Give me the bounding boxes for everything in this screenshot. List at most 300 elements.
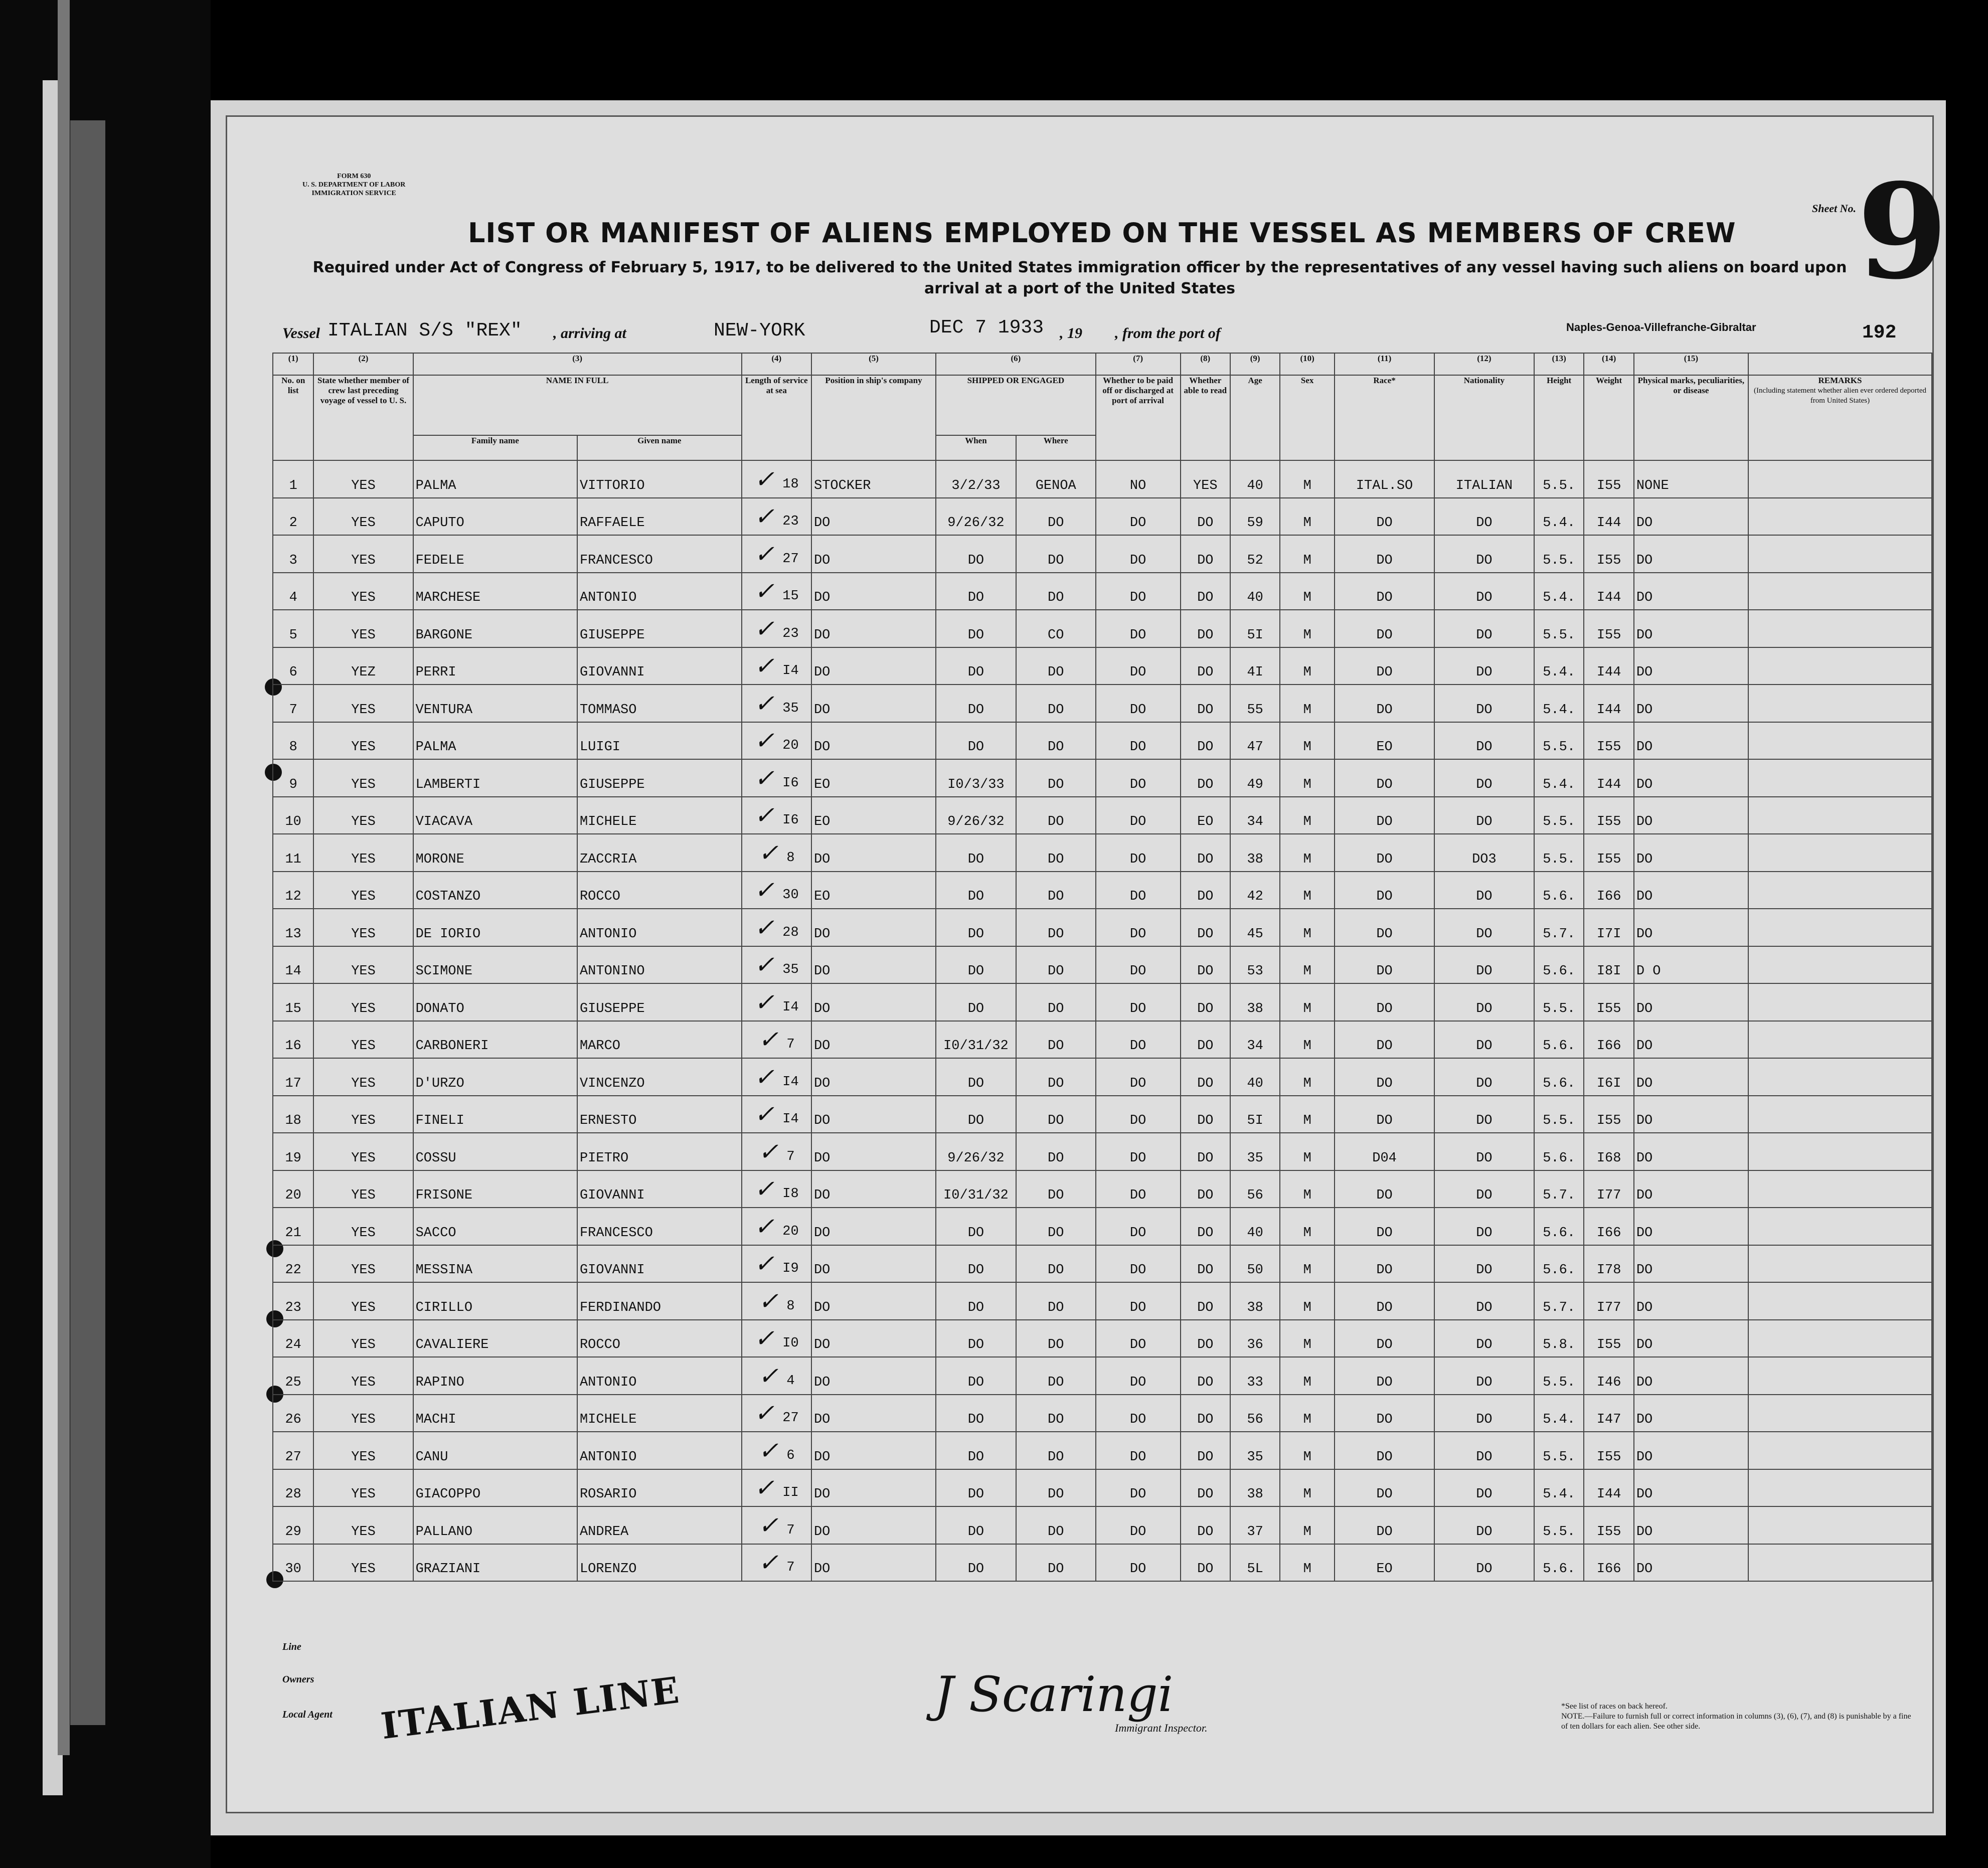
cell-able-to-read: DO — [1181, 946, 1231, 984]
cell-given-name: ZACCRIA — [577, 834, 742, 872]
length-value: 27 — [782, 1411, 799, 1426]
cell-previous-voyage: YES — [313, 1506, 413, 1544]
cell-age: 33 — [1230, 1357, 1280, 1395]
cell-given-name: ROCCO — [577, 872, 742, 909]
italian-line-stamp: ITALIAN LINE — [379, 1668, 683, 1748]
cell-shipped-where: CO — [1016, 610, 1096, 647]
col-header-shipped: SHIPPED OR ENGAGED — [936, 375, 1096, 435]
cell-weight: I78 — [1584, 1245, 1633, 1283]
inspector-signature: J Scaringi — [934, 1666, 1174, 1723]
cell-paid-off: DO — [1096, 1058, 1181, 1096]
from-label: , from the port of — [1115, 325, 1221, 342]
table-row — [273, 1357, 1932, 1395]
cell-weight: I44 — [1584, 1469, 1633, 1507]
cell-height: 5.5. — [1534, 535, 1584, 573]
cell-previous-voyage: YES — [313, 1395, 413, 1432]
cell-able-to-read: DO — [1181, 1432, 1231, 1469]
cell-weight: I55 — [1584, 610, 1633, 647]
cell-height: 5.5. — [1534, 610, 1584, 647]
cell-age: 4I — [1230, 647, 1280, 685]
length-value: 27 — [782, 551, 799, 567]
table-row — [273, 535, 1932, 573]
cell-sex: M — [1280, 647, 1335, 685]
cell-family-name: MARCHESE — [413, 573, 577, 610]
cell-weight: I68 — [1584, 1133, 1633, 1170]
cell-row-number: 25 — [273, 1357, 313, 1395]
cell-shipped-when: DO — [936, 610, 1016, 647]
cell-remarks — [1748, 647, 1932, 685]
cell-paid-off: DO — [1096, 1208, 1181, 1245]
cell-weight: I55 — [1584, 797, 1633, 834]
cell-position: DO — [811, 1357, 936, 1395]
cell-previous-voyage: YES — [313, 1133, 413, 1170]
cell-weight: I55 — [1584, 1320, 1633, 1357]
crew-rows — [273, 460, 1932, 1581]
cell-family-name: DONATO — [413, 983, 577, 1021]
cell-able-to-read: DO — [1181, 1469, 1231, 1507]
cell-able-to-read: DO — [1181, 1395, 1231, 1432]
cell-physical-marks: DO — [1634, 1058, 1748, 1096]
col-number: (11) — [1335, 353, 1434, 375]
cell-nationality: DO — [1434, 573, 1534, 610]
cell-remarks — [1748, 535, 1932, 573]
cell-given-name: ANTONIO — [577, 909, 742, 946]
cell-given-name: GIOVANNI — [577, 1245, 742, 1283]
cell-height: 5.5. — [1534, 834, 1584, 872]
cell-paid-off: DO — [1096, 722, 1181, 760]
cell-previous-voyage: YES — [313, 1021, 413, 1059]
cell-remarks — [1748, 946, 1932, 984]
cell-previous-voyage: YES — [313, 498, 413, 536]
cell-remarks — [1748, 1021, 1932, 1059]
cell-age: 34 — [1230, 797, 1280, 834]
cell-weight: I66 — [1584, 1021, 1633, 1059]
cell-physical-marks: DO — [1634, 1544, 1748, 1582]
cell-paid-off: DO — [1096, 909, 1181, 946]
checkmark-icon: ✓ — [754, 764, 775, 792]
cell-row-number: 7 — [273, 685, 313, 722]
cell-family-name: MORONE — [413, 834, 577, 872]
length-value: I4 — [782, 663, 799, 678]
col-header-read: Whether able to read — [1181, 375, 1231, 460]
cell-weight: I77 — [1584, 1282, 1633, 1320]
cell-position: DO — [811, 983, 936, 1021]
cell-nationality: DO — [1434, 946, 1534, 984]
col-number: (4) — [742, 353, 811, 375]
cell-length-of-service — [742, 460, 811, 498]
cell-length-of-service — [742, 1544, 811, 1582]
cell-previous-voyage: YES — [313, 1096, 413, 1133]
length-value: 8 — [786, 1298, 795, 1314]
cell-physical-marks: DO — [1634, 1208, 1748, 1245]
cell-remarks — [1748, 610, 1932, 647]
table-row — [273, 1469, 1932, 1507]
cell-weight: I55 — [1584, 834, 1633, 872]
race-note: *See list of races on back hereof. — [1561, 1702, 1668, 1711]
cell-height: 5.4. — [1534, 1469, 1584, 1507]
table-row — [273, 1021, 1932, 1059]
cell-shipped-when: 9/26/32 — [936, 797, 1016, 834]
checkmark-icon: ✓ — [754, 1212, 775, 1241]
cell-paid-off: DO — [1096, 946, 1181, 984]
cell-family-name: CANU — [413, 1432, 577, 1469]
cell-race: DO — [1335, 1208, 1434, 1245]
checkmark-icon: ✓ — [754, 913, 775, 942]
cell-paid-off: DO — [1096, 647, 1181, 685]
cell-sex: M — [1280, 1021, 1335, 1059]
cell-physical-marks: DO — [1634, 685, 1748, 722]
length-value: II — [782, 1485, 799, 1500]
cell-paid-off: DO — [1096, 1096, 1181, 1133]
cell-length-of-service — [742, 573, 811, 610]
cell-remarks — [1748, 1245, 1932, 1283]
cell-age: 36 — [1230, 1320, 1280, 1357]
cell-age: 56 — [1230, 1170, 1280, 1208]
cell-remarks — [1748, 909, 1932, 946]
cell-able-to-read: DO — [1181, 573, 1231, 610]
cell-physical-marks: DO — [1634, 1506, 1748, 1544]
cell-sex: M — [1280, 1058, 1335, 1096]
cell-family-name: PALLANO — [413, 1506, 577, 1544]
cell-nationality: DO — [1434, 1469, 1534, 1507]
cell-nationality: DO — [1434, 1058, 1534, 1096]
cell-shipped-where: DO — [1016, 909, 1096, 946]
cell-length-of-service — [742, 647, 811, 685]
cell-race: DO — [1335, 610, 1434, 647]
cell-sex: M — [1280, 722, 1335, 760]
cell-position: DO — [811, 1432, 936, 1469]
cell-height: 5.6. — [1534, 1058, 1584, 1096]
col-header-previous-voyage: State whether member of crew last preceding voyage of vessel to U. S. — [313, 375, 413, 460]
cell-row-number: 13 — [273, 909, 313, 946]
cell-given-name: ROCCO — [577, 1320, 742, 1357]
cell-position: DO — [811, 647, 936, 685]
cell-previous-voyage: YES — [313, 1282, 413, 1320]
cell-given-name: LORENZO — [577, 1544, 742, 1582]
cell-shipped-when: DO — [936, 909, 1016, 946]
cell-previous-voyage: YES — [313, 1469, 413, 1507]
cell-shipped-when: DO — [936, 1320, 1016, 1357]
cell-position: DO — [811, 1208, 936, 1245]
table-row — [273, 946, 1932, 984]
cell-previous-voyage: YES — [313, 1170, 413, 1208]
cell-able-to-read: DO — [1181, 685, 1231, 722]
cell-family-name: VIACAVA — [413, 797, 577, 834]
table-row — [273, 1432, 1932, 1469]
cell-family-name: VENTURA — [413, 685, 577, 722]
cell-physical-marks: DO — [1634, 647, 1748, 685]
cell-physical-marks: DO — [1634, 535, 1748, 573]
cell-family-name: MESSINA — [413, 1245, 577, 1283]
cell-previous-voyage: YES — [313, 1432, 413, 1469]
cell-length-of-service — [742, 983, 811, 1021]
cell-physical-marks: DO — [1634, 1021, 1748, 1059]
col-number: (12) — [1434, 353, 1534, 375]
cell-able-to-read: DO — [1181, 610, 1231, 647]
checkmark-icon: ✓ — [754, 540, 775, 568]
cell-age: 37 — [1230, 1506, 1280, 1544]
checkmark-icon: ✓ — [754, 988, 775, 1016]
cell-previous-voyage: YES — [313, 872, 413, 909]
cell-previous-voyage: YES — [313, 1357, 413, 1395]
checkmark-icon: ✓ — [758, 1362, 779, 1390]
cell-able-to-read: DO — [1181, 1320, 1231, 1357]
cell-physical-marks: DO — [1634, 1133, 1748, 1170]
cell-race: EO — [1335, 722, 1434, 760]
cell-race: DO — [1335, 1170, 1434, 1208]
cell-row-number: 15 — [273, 983, 313, 1021]
cell-shipped-where: DO — [1016, 573, 1096, 610]
col-header-given-name: Given name — [577, 435, 742, 460]
cell-previous-voyage: YES — [313, 1208, 413, 1245]
cell-given-name: VITTORIO — [577, 460, 742, 498]
cell-race: DO — [1335, 759, 1434, 797]
cell-nationality: DO3 — [1434, 834, 1534, 872]
cell-nationality: DO — [1434, 1245, 1534, 1283]
cell-age: 35 — [1230, 1133, 1280, 1170]
cell-position: DO — [811, 722, 936, 760]
cell-family-name: FEDELE — [413, 535, 577, 573]
cell-row-number: 16 — [273, 1021, 313, 1059]
cell-shipped-where: DO — [1016, 1133, 1096, 1170]
cell-remarks — [1748, 685, 1932, 722]
cell-age: 50 — [1230, 1245, 1280, 1283]
agent-label: Local Agent — [282, 1709, 333, 1720]
cell-row-number: 1 — [273, 460, 313, 498]
cell-row-number: 3 — [273, 535, 313, 573]
cell-height: 5.7. — [1534, 1170, 1584, 1208]
cell-remarks — [1748, 1208, 1932, 1245]
cell-race: DO — [1335, 1506, 1434, 1544]
cell-weight: I55 — [1584, 1432, 1633, 1469]
cell-shipped-where: GENOA — [1016, 460, 1096, 498]
cell-row-number: 19 — [273, 1133, 313, 1170]
cell-sex: M — [1280, 797, 1335, 834]
cell-remarks — [1748, 722, 1932, 760]
cell-remarks — [1748, 1432, 1932, 1469]
col-number: (2) — [313, 353, 413, 375]
manifest-footer — [282, 1626, 1917, 1807]
length-value: I0 — [782, 1336, 799, 1351]
cell-row-number: 14 — [273, 946, 313, 984]
cell-shipped-where: DO — [1016, 834, 1096, 872]
cell-remarks — [1748, 759, 1932, 797]
cell-family-name: PERRI — [413, 647, 577, 685]
cell-shipped-when: DO — [936, 1096, 1016, 1133]
cell-sex: M — [1280, 834, 1335, 872]
table-row — [273, 722, 1932, 760]
checkmark-icon: ✓ — [754, 951, 775, 979]
length-value: 35 — [782, 701, 799, 716]
cell-able-to-read: DO — [1181, 909, 1231, 946]
cell-length-of-service — [742, 759, 811, 797]
cell-shipped-when: DO — [936, 1432, 1016, 1469]
cell-position: DO — [811, 909, 936, 946]
table-row — [273, 1058, 1932, 1096]
inspector-label: Immigrant Inspector. — [1115, 1722, 1208, 1734]
cell-row-number: 20 — [273, 1170, 313, 1208]
cell-height: 5.6. — [1534, 1021, 1584, 1059]
cell-age: 40 — [1230, 573, 1280, 610]
table-row — [273, 1544, 1932, 1582]
cell-race: DO — [1335, 983, 1434, 1021]
cell-physical-marks: DO — [1634, 1245, 1748, 1283]
cell-given-name: ANDREA — [577, 1506, 742, 1544]
table-row — [273, 909, 1932, 946]
cell-paid-off: DO — [1096, 1133, 1181, 1170]
cell-position: DO — [811, 535, 936, 573]
cell-race: DO — [1335, 834, 1434, 872]
checkmark-icon: ✓ — [754, 689, 775, 718]
cell-row-number: 17 — [273, 1058, 313, 1096]
cell-height: 5.4. — [1534, 1395, 1584, 1432]
cell-race: DO — [1335, 685, 1434, 722]
line-label: Line — [282, 1641, 301, 1652]
cell-length-of-service — [742, 1506, 811, 1544]
col-number: (9) — [1230, 353, 1280, 375]
cell-physical-marks: DO — [1634, 610, 1748, 647]
cell-sex: M — [1280, 1208, 1335, 1245]
cell-sex: M — [1280, 1544, 1335, 1582]
cell-age: 53 — [1230, 946, 1280, 984]
cell-weight: I8I — [1584, 946, 1633, 984]
cell-length-of-service — [742, 535, 811, 573]
col-header-when: When — [936, 435, 1016, 460]
cell-weight: I77 — [1584, 1170, 1633, 1208]
cell-row-number: 24 — [273, 1320, 313, 1357]
cell-race: ITAL.SO — [1335, 460, 1434, 498]
cell-shipped-where: DO — [1016, 647, 1096, 685]
cell-age: 56 — [1230, 1395, 1280, 1432]
cell-remarks — [1748, 498, 1932, 536]
cell-able-to-read: DO — [1181, 1506, 1231, 1544]
cell-height: 5.4. — [1534, 647, 1584, 685]
cell-paid-off: DO — [1096, 535, 1181, 573]
cell-shipped-when: DO — [936, 1395, 1016, 1432]
cell-row-number: 4 — [273, 573, 313, 610]
cell-age: 5I — [1230, 1096, 1280, 1133]
checkmark-icon: ✓ — [758, 1026, 779, 1054]
cell-physical-marks: DO — [1634, 834, 1748, 872]
cell-race: DO — [1335, 1245, 1434, 1283]
cell-position: EO — [811, 872, 936, 909]
cell-nationality: DO — [1434, 1170, 1534, 1208]
cell-nationality: DO — [1434, 722, 1534, 760]
cell-physical-marks: DO — [1634, 1282, 1748, 1320]
cell-shipped-when: DO — [936, 872, 1016, 909]
cell-row-number: 6 — [273, 647, 313, 685]
cell-position: STOCKER — [811, 460, 936, 498]
cell-shipped-where: DO — [1016, 535, 1096, 573]
cell-family-name: LAMBERTI — [413, 759, 577, 797]
page-subtitle: Required under Act of Congress of February 5, 1917, to be delivered to the United States immigration officer by the representatives of any vessel having such aliens on board upon arrival at a port of the United States — [312, 259, 1847, 297]
cell-shipped-where: DO — [1016, 1432, 1096, 1469]
cell-row-number: 2 — [273, 498, 313, 536]
cell-given-name: VINCENZO — [577, 1058, 742, 1096]
cell-sex: M — [1280, 1170, 1335, 1208]
cell-shipped-when: 9/26/32 — [936, 498, 1016, 536]
cell-able-to-read: DO — [1181, 722, 1231, 760]
length-value: I6 — [782, 813, 799, 828]
length-value: I4 — [782, 1074, 799, 1090]
cell-position: DO — [811, 610, 936, 647]
cell-shipped-where: DO — [1016, 1320, 1096, 1357]
cell-previous-voyage: YES — [313, 909, 413, 946]
cell-length-of-service — [742, 1245, 811, 1283]
cell-height: 5.7. — [1534, 1282, 1584, 1320]
cell-race: DO — [1335, 946, 1434, 984]
cell-length-of-service — [742, 1133, 811, 1170]
length-value: I8 — [782, 1186, 799, 1202]
cell-physical-marks: DO — [1634, 498, 1748, 536]
cell-row-number: 11 — [273, 834, 313, 872]
length-value: 7 — [786, 1037, 795, 1052]
cell-length-of-service — [742, 498, 811, 536]
col-header-sex: Sex — [1280, 375, 1335, 460]
cell-sex: M — [1280, 946, 1335, 984]
cell-nationality: DO — [1434, 498, 1534, 536]
cell-position: DO — [811, 1506, 936, 1544]
cell-physical-marks: DO — [1634, 1469, 1748, 1507]
cell-previous-voyage: YES — [313, 535, 413, 573]
cell-weight: I55 — [1584, 460, 1633, 498]
col-header-family-name: Family name — [413, 435, 577, 460]
cell-previous-voyage: YES — [313, 797, 413, 834]
cell-row-number: 27 — [273, 1432, 313, 1469]
cell-height: 5.4. — [1534, 573, 1584, 610]
cell-age: 35 — [1230, 1432, 1280, 1469]
cell-shipped-where: DO — [1016, 1282, 1096, 1320]
col-header-where: Where — [1016, 435, 1096, 460]
arrival-date: DEC 7 1933 — [929, 317, 1044, 338]
checkmark-icon: ✓ — [754, 652, 775, 680]
cell-age: 45 — [1230, 909, 1280, 946]
checkmark-icon: ✓ — [758, 838, 779, 867]
length-value: I9 — [782, 1261, 799, 1276]
cell-weight: I55 — [1584, 535, 1633, 573]
cell-given-name: GIOVANNI — [577, 647, 742, 685]
cell-length-of-service — [742, 834, 811, 872]
col-number: (15) — [1634, 353, 1748, 375]
cell-shipped-when: I0/3/33 — [936, 759, 1016, 797]
cell-length-of-service — [742, 1395, 811, 1432]
checkmark-icon: ✓ — [754, 1250, 775, 1278]
cell-length-of-service — [742, 1096, 811, 1133]
sheet-number: 9 — [1857, 155, 1948, 308]
table-row — [273, 759, 1932, 797]
cell-nationality: DO — [1434, 983, 1534, 1021]
cell-race: DO — [1335, 573, 1434, 610]
table-row — [273, 647, 1932, 685]
cell-row-number: 28 — [273, 1469, 313, 1507]
col-number: (6) — [936, 353, 1096, 375]
table-row — [273, 1282, 1932, 1320]
cell-given-name: ROSARIO — [577, 1469, 742, 1507]
cell-paid-off: NO — [1096, 460, 1181, 498]
cell-paid-off: DO — [1096, 1432, 1181, 1469]
cell-previous-voyage: YES — [313, 1544, 413, 1582]
cell-length-of-service — [742, 1469, 811, 1507]
cell-physical-marks: DO — [1634, 573, 1748, 610]
cell-sex: M — [1280, 1282, 1335, 1320]
cell-age: 40 — [1230, 460, 1280, 498]
cell-height: 5.5. — [1534, 1096, 1584, 1133]
cell-sex: M — [1280, 1432, 1335, 1469]
cell-physical-marks: DO — [1634, 722, 1748, 760]
length-value: I6 — [782, 775, 799, 791]
cell-nationality: DO — [1434, 1432, 1534, 1469]
cell-shipped-when: 9/26/32 — [936, 1133, 1016, 1170]
